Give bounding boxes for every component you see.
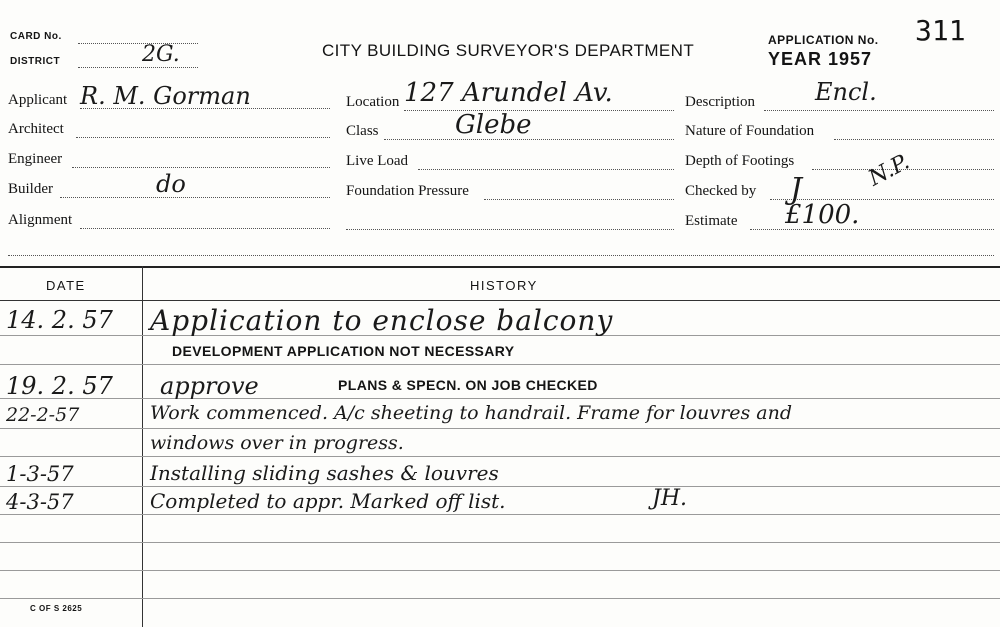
- middle-blank-line: [346, 229, 674, 230]
- ruled-line: [0, 486, 1000, 487]
- engineer-line: [72, 167, 330, 168]
- entry-date: 4-3-57: [6, 490, 74, 514]
- location-label: Location: [346, 94, 400, 110]
- history-header-border: [0, 300, 1000, 301]
- builder-line: [60, 197, 330, 198]
- history-column-header: HISTORY: [470, 278, 538, 293]
- alignment-line: [80, 228, 330, 229]
- builder-value: do: [156, 170, 186, 198]
- entry-text: Installing sliding sashes & louvres: [150, 461, 499, 485]
- builder-label: Builder: [8, 181, 53, 197]
- entry-text: approve: [160, 372, 259, 400]
- estimate-label: Estimate: [685, 213, 738, 229]
- checked-by-value: J: [790, 172, 803, 207]
- entry-date: 19. 2. 57: [6, 372, 113, 400]
- engineer-label: Engineer: [8, 151, 63, 167]
- class-label: Class: [346, 123, 379, 139]
- entry-date: 22-2-57: [6, 404, 80, 426]
- ruled-line: [0, 364, 1000, 365]
- alignment-label: Alignment: [8, 212, 73, 228]
- description-value: Encl.: [815, 78, 877, 106]
- application-no-value: 311: [915, 14, 966, 47]
- entry-initials: JH.: [652, 486, 687, 511]
- ruled-line: [0, 514, 1000, 515]
- applicant-label: Applicant: [8, 92, 68, 108]
- entry-date: 14. 2. 57: [6, 306, 113, 334]
- description-label: Description: [685, 94, 755, 110]
- application-no-label: APPLICATION No.: [768, 33, 879, 47]
- extra-blank-line: [8, 255, 994, 256]
- live-load-label: Live Load: [346, 153, 409, 169]
- description-line: [764, 110, 994, 111]
- entry-date: 1-3-57: [6, 462, 74, 486]
- applicant-value: R. M. Gorman: [80, 82, 251, 110]
- year-label: YEAR 1957: [768, 49, 873, 69]
- ruled-line: [0, 542, 1000, 543]
- date-column-divider: [142, 266, 143, 627]
- foundation-pressure-line: [484, 199, 674, 200]
- district-line: [78, 67, 198, 68]
- history-top-border: [0, 266, 1000, 268]
- entry-stamp: PLANS & SPECN. ON JOB CHECKED: [338, 377, 598, 393]
- live-load-line: [418, 169, 674, 170]
- form-code: C OF S 2625: [30, 604, 83, 613]
- class-value: Glebe: [455, 110, 532, 140]
- checked-by-label: Checked by: [685, 183, 757, 199]
- district-value: 2G.: [142, 42, 180, 67]
- estimate-value: £100.: [785, 200, 860, 230]
- ruled-line: [0, 598, 1000, 599]
- ruled-line: [0, 398, 1000, 399]
- depth-of-footings-label: Depth of Footings: [685, 153, 795, 169]
- entry-text: Work commenced. A/c sheeting to handrail. Frame for louvres and: [150, 402, 793, 424]
- architect-label: Architect: [8, 121, 64, 137]
- architect-line: [76, 137, 330, 138]
- entry-text: Completed to appr. Marked off list.: [150, 489, 506, 513]
- district-label: DISTRICT: [10, 56, 61, 67]
- card-no-label: CARD No.: [10, 31, 62, 42]
- checked-by-initials: N.P.: [864, 149, 914, 192]
- foundation-pressure-label: Foundation Pressure: [346, 183, 469, 199]
- date-column-header: DATE: [46, 278, 86, 293]
- location-value: 127 Arundel Av.: [404, 78, 613, 108]
- nature-of-foundation-line: [834, 139, 994, 140]
- entry-text: Application to enclose balcony: [150, 304, 614, 337]
- card-no-line: [78, 43, 198, 44]
- location-line: [404, 110, 674, 111]
- entry-text: windows over in progress.: [150, 432, 404, 454]
- ruled-line: [0, 570, 1000, 571]
- entry-stamp: DEVELOPMENT APPLICATION NOT NECESSARY: [172, 343, 515, 359]
- ruled-line: [0, 428, 1000, 429]
- nature-of-foundation-label: Nature of Foundation: [685, 123, 815, 139]
- ruled-line: [0, 456, 1000, 457]
- department-title: CITY BUILDING SURVEYOR'S DEPARTMENT: [322, 41, 695, 60]
